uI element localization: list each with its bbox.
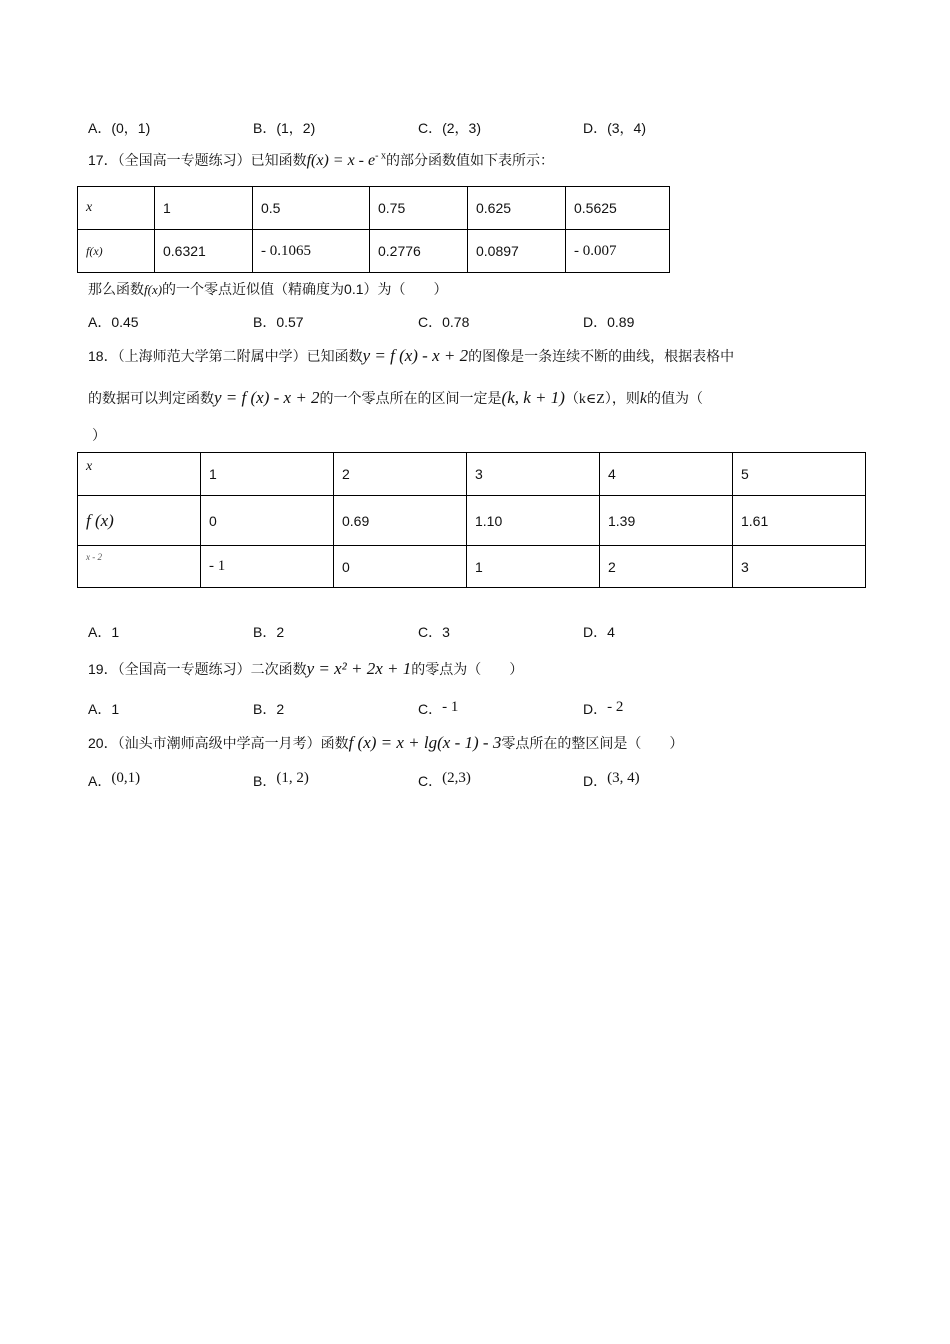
- table-row: [78, 453, 866, 496]
- q18-option-b: B．2: [253, 624, 285, 640]
- q19-option-b: B．2: [253, 701, 285, 717]
- q17-number: 17．: [88, 152, 118, 168]
- table-cell: 1.39: [600, 496, 733, 546]
- q18-option-c: C．3: [418, 624, 450, 640]
- table-cell: 0.0897: [468, 230, 566, 273]
- q20-formula: f (x) = x + lg(x - 1) - 3: [348, 733, 502, 752]
- table-cell: 0: [334, 546, 467, 588]
- q17-stem: [88, 150, 554, 170]
- table-row: [78, 496, 866, 546]
- q20-source: （汕头市潮师高级中学高一月考）函数: [117, 735, 349, 751]
- q18-option-d: D．4: [583, 624, 615, 640]
- table-cell: x: [78, 187, 155, 230]
- q17-after: 那么函数f(x)的一个零点近似值（精确度为0.1）为（ ）: [88, 281, 448, 297]
- table-cell: 0.75: [370, 187, 468, 230]
- q17-source: （全国高一专题练习）已知函数: [117, 152, 307, 168]
- q18-table: [77, 452, 866, 588]
- q18-option-a: A．1: [88, 624, 120, 640]
- table-cell: 2: [600, 546, 733, 588]
- table-row: [78, 187, 670, 230]
- q19-option-a: A．1: [88, 701, 120, 717]
- table-cell: 0: [201, 496, 334, 546]
- q16-option-b: B．(1，2): [253, 120, 316, 136]
- q17-option-c: C．0.78: [418, 314, 470, 330]
- q20-option-a: A．(0,1): [88, 770, 141, 789]
- table-cell: 5: [733, 453, 866, 496]
- table-cell: 0.5625: [566, 187, 670, 230]
- q17-tail: 的部分函数值如下表所示：: [385, 152, 554, 168]
- q20-option-c: C．(2,3): [418, 770, 471, 789]
- q17-option-b: B．0.57: [253, 314, 304, 330]
- table-cell: 0.69: [334, 496, 467, 546]
- q16-option-d: D．(3，4): [583, 120, 647, 136]
- q20-option-d: D．(3, 4): [583, 770, 640, 789]
- q18-formula: y = f (x) - x + 2: [362, 346, 469, 365]
- q19-number: 19．: [88, 661, 118, 677]
- q19-source: （全国高一专题练习）二次函数: [117, 661, 307, 677]
- table-cell: 1.10: [467, 496, 600, 546]
- q20-option-b: B．(1, 2): [253, 770, 309, 789]
- q17-formula: $f(x) = x - e^{- x}$: [306, 150, 386, 169]
- q17-option-d: D．0.89: [583, 314, 635, 330]
- q19-option-c: C．- 1: [418, 699, 459, 717]
- q16-option-c: C．(2，3): [418, 120, 482, 136]
- q18-stem-line2: 的数据可以判定函数y = f (x) - x + 2的一个零点所在的区间一定是(k, k + 1)（k∈Z），则k的值为（: [88, 388, 703, 407]
- q19-stem: 19．（全国高一专题练习）二次函数y = x² + 2x + 1的零点为（ ）: [88, 659, 524, 678]
- table-cell: 3: [467, 453, 600, 496]
- table-cell: 1: [467, 546, 600, 588]
- table-cell: 0.6321: [155, 230, 253, 273]
- table-cell: 1.61: [733, 496, 866, 546]
- q19-option-d: D．- 2: [583, 699, 624, 717]
- table-cell: 2: [334, 453, 467, 496]
- table-cell: f (x): [78, 496, 201, 546]
- table-cell: - 1: [201, 546, 334, 588]
- q18-stem-line3: ）: [92, 427, 106, 443]
- table-cell: 1: [155, 187, 253, 230]
- q19-formula: y = x² + 2x + 1: [306, 659, 412, 678]
- table-cell: - 0.007: [566, 230, 670, 273]
- table-cell: - 0.1065: [253, 230, 370, 273]
- q20-number: 20．: [88, 735, 118, 751]
- table-cell: 3: [733, 546, 866, 588]
- q18-stem-line1: 18．（上海师范大学第二附属中学）已知函数y = f (x) - x + 2的图像是一条连续不断的曲线，根据表格中: [88, 346, 735, 365]
- q18-number: 18．: [88, 348, 118, 364]
- q20-stem: 20．（汕头市潮师高级中学高一月考）函数f (x) = x + lg(x - 1) - 3零点所在的整区间是（ ）: [88, 733, 684, 752]
- table-cell: x: [78, 453, 201, 496]
- q17-table: [77, 186, 670, 273]
- table-cell: 0.5: [253, 187, 370, 230]
- table-cell: f(x): [78, 230, 155, 273]
- q16-option-a: A．(0，1): [88, 120, 151, 136]
- q18-source: （上海师范大学第二附属中学）已知函数: [117, 348, 363, 364]
- q17-option-a: A．0.45: [88, 314, 139, 330]
- table-row: [78, 230, 670, 273]
- table-cell: 1: [201, 453, 334, 496]
- table-cell: x - 2: [78, 546, 201, 588]
- table-row: [78, 546, 866, 588]
- table-cell: 0.2776: [370, 230, 468, 273]
- table-cell: 0.625: [468, 187, 566, 230]
- table-cell: 4: [600, 453, 733, 496]
